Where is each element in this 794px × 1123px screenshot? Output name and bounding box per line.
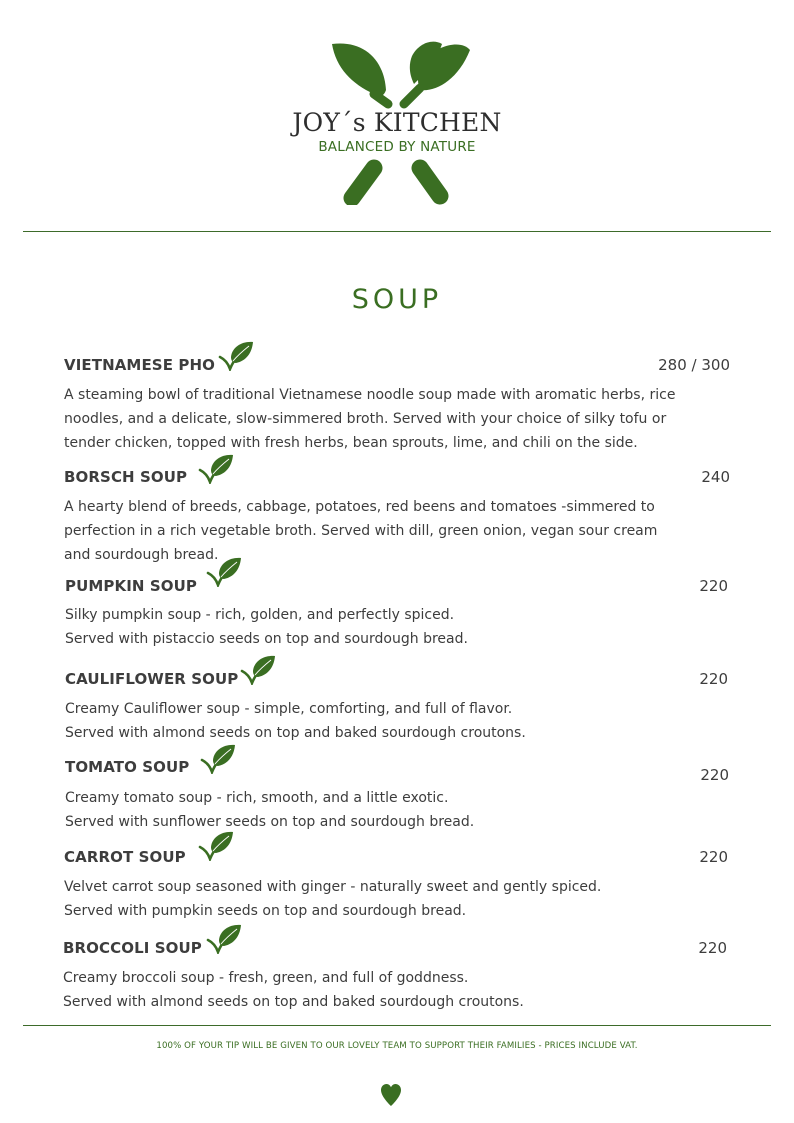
- vegan-leaf-icon: [218, 341, 254, 371]
- description-line: Served with pistaccio seeds on top and sourdough bread.: [65, 631, 468, 647]
- menu-item-description: [65, 697, 526, 745]
- menu-item-description: [64, 875, 601, 923]
- menu-item-description: [64, 383, 675, 455]
- description-line: Creamy broccoli soup - fresh, green, and full of goddness.: [63, 970, 469, 986]
- menu-item-description: [63, 966, 524, 1014]
- menu-item-name: VIETNAMESE PHO: [64, 356, 215, 374]
- description-line: Served with sunflower seeds on top and sourdough bread.: [65, 814, 475, 830]
- description-line: Velvet carrot soup seasoned with ginger - naturally sweet and gently spiced.: [64, 879, 602, 895]
- menu-item-name: BROCCOLI SOUP: [63, 939, 202, 957]
- menu-item-name: PUMPKIN SOUP: [65, 577, 198, 595]
- vegan-leaf-icon: [198, 831, 234, 861]
- vegan-leaf-icon: [206, 924, 242, 954]
- heart-icon: [380, 1083, 402, 1107]
- vegan-leaf-icon: [200, 744, 236, 774]
- vegan-leaf-icon: [198, 454, 234, 484]
- menu-item-price: 220: [699, 848, 728, 866]
- description-line: Served with almond seeds on top and baked sourdough croutons.: [65, 725, 526, 741]
- menu-item-price: 220: [698, 939, 727, 957]
- menu-item-name: CARROT SOUP: [64, 848, 186, 866]
- brand-name: JOY´s KITCHEN: [292, 108, 502, 137]
- footer-note: 100% OF YOUR TIP WILL BE GIVEN TO OUR LOVELY TEAM TO SUPPORT THEIR FAMILIES - PRICES INCLUDE VAT.: [156, 1041, 638, 1051]
- description-line: A hearty blend of breeds, cabbage, potatoes, red beens and tomatoes -simmered to: [64, 499, 655, 515]
- footer-divider: [23, 1025, 771, 1026]
- description-line: tender chicken, topped with fresh herbs, bean sprouts, lime, and chili on the side.: [64, 435, 638, 451]
- menu-item-price: 280 / 300: [658, 356, 730, 374]
- menu-item-price: 240: [701, 468, 730, 486]
- menu-item-name: TOMATO SOUP: [65, 758, 190, 776]
- description-line: Silky pumpkin soup - rich, golden, and perfectly spiced.: [65, 607, 455, 623]
- description-line: perfection in a rich vegetable broth. Served with dill, green onion, vegan sour cream: [64, 523, 658, 539]
- menu-item-description: [65, 603, 468, 651]
- menu-item-price: 220: [699, 670, 728, 688]
- menu-item-price: 220: [700, 766, 729, 784]
- logo: [0, 0, 794, 215]
- vegan-leaf-icon: [240, 655, 276, 685]
- menu-item-description: [65, 786, 474, 834]
- section-title: SOUP: [351, 284, 443, 315]
- description-line: Served with pumpkin seeds on top and sourdough bread.: [64, 903, 467, 919]
- description-line: A steaming bowl of traditional Vietnamese noodle soup made with aromatic herbs, rice: [64, 387, 676, 403]
- menu-item-price: 220: [699, 577, 728, 595]
- menu-item-description: [64, 495, 657, 567]
- tagline: BALANCED BY NATURE: [318, 139, 476, 155]
- description-line: and sourdough bread.: [64, 547, 219, 563]
- menu-item-name: BORSCH SOUP: [64, 468, 188, 486]
- description-line: Creamy Cauliflower soup - simple, comforting, and full of flavor.: [65, 701, 513, 717]
- description-line: noodles, and a delicate, slow-simmered broth. Served with your choice of silky tofu or: [64, 411, 667, 427]
- header-divider: [23, 231, 771, 232]
- vegan-leaf-icon: [206, 557, 242, 587]
- menu-item-name: CAULIFLOWER SOUP: [65, 670, 239, 688]
- description-line: Served with almond seeds on top and baked sourdough croutons.: [63, 994, 524, 1010]
- description-line: Creamy tomato soup - rich, smooth, and a little exotic.: [65, 790, 449, 806]
